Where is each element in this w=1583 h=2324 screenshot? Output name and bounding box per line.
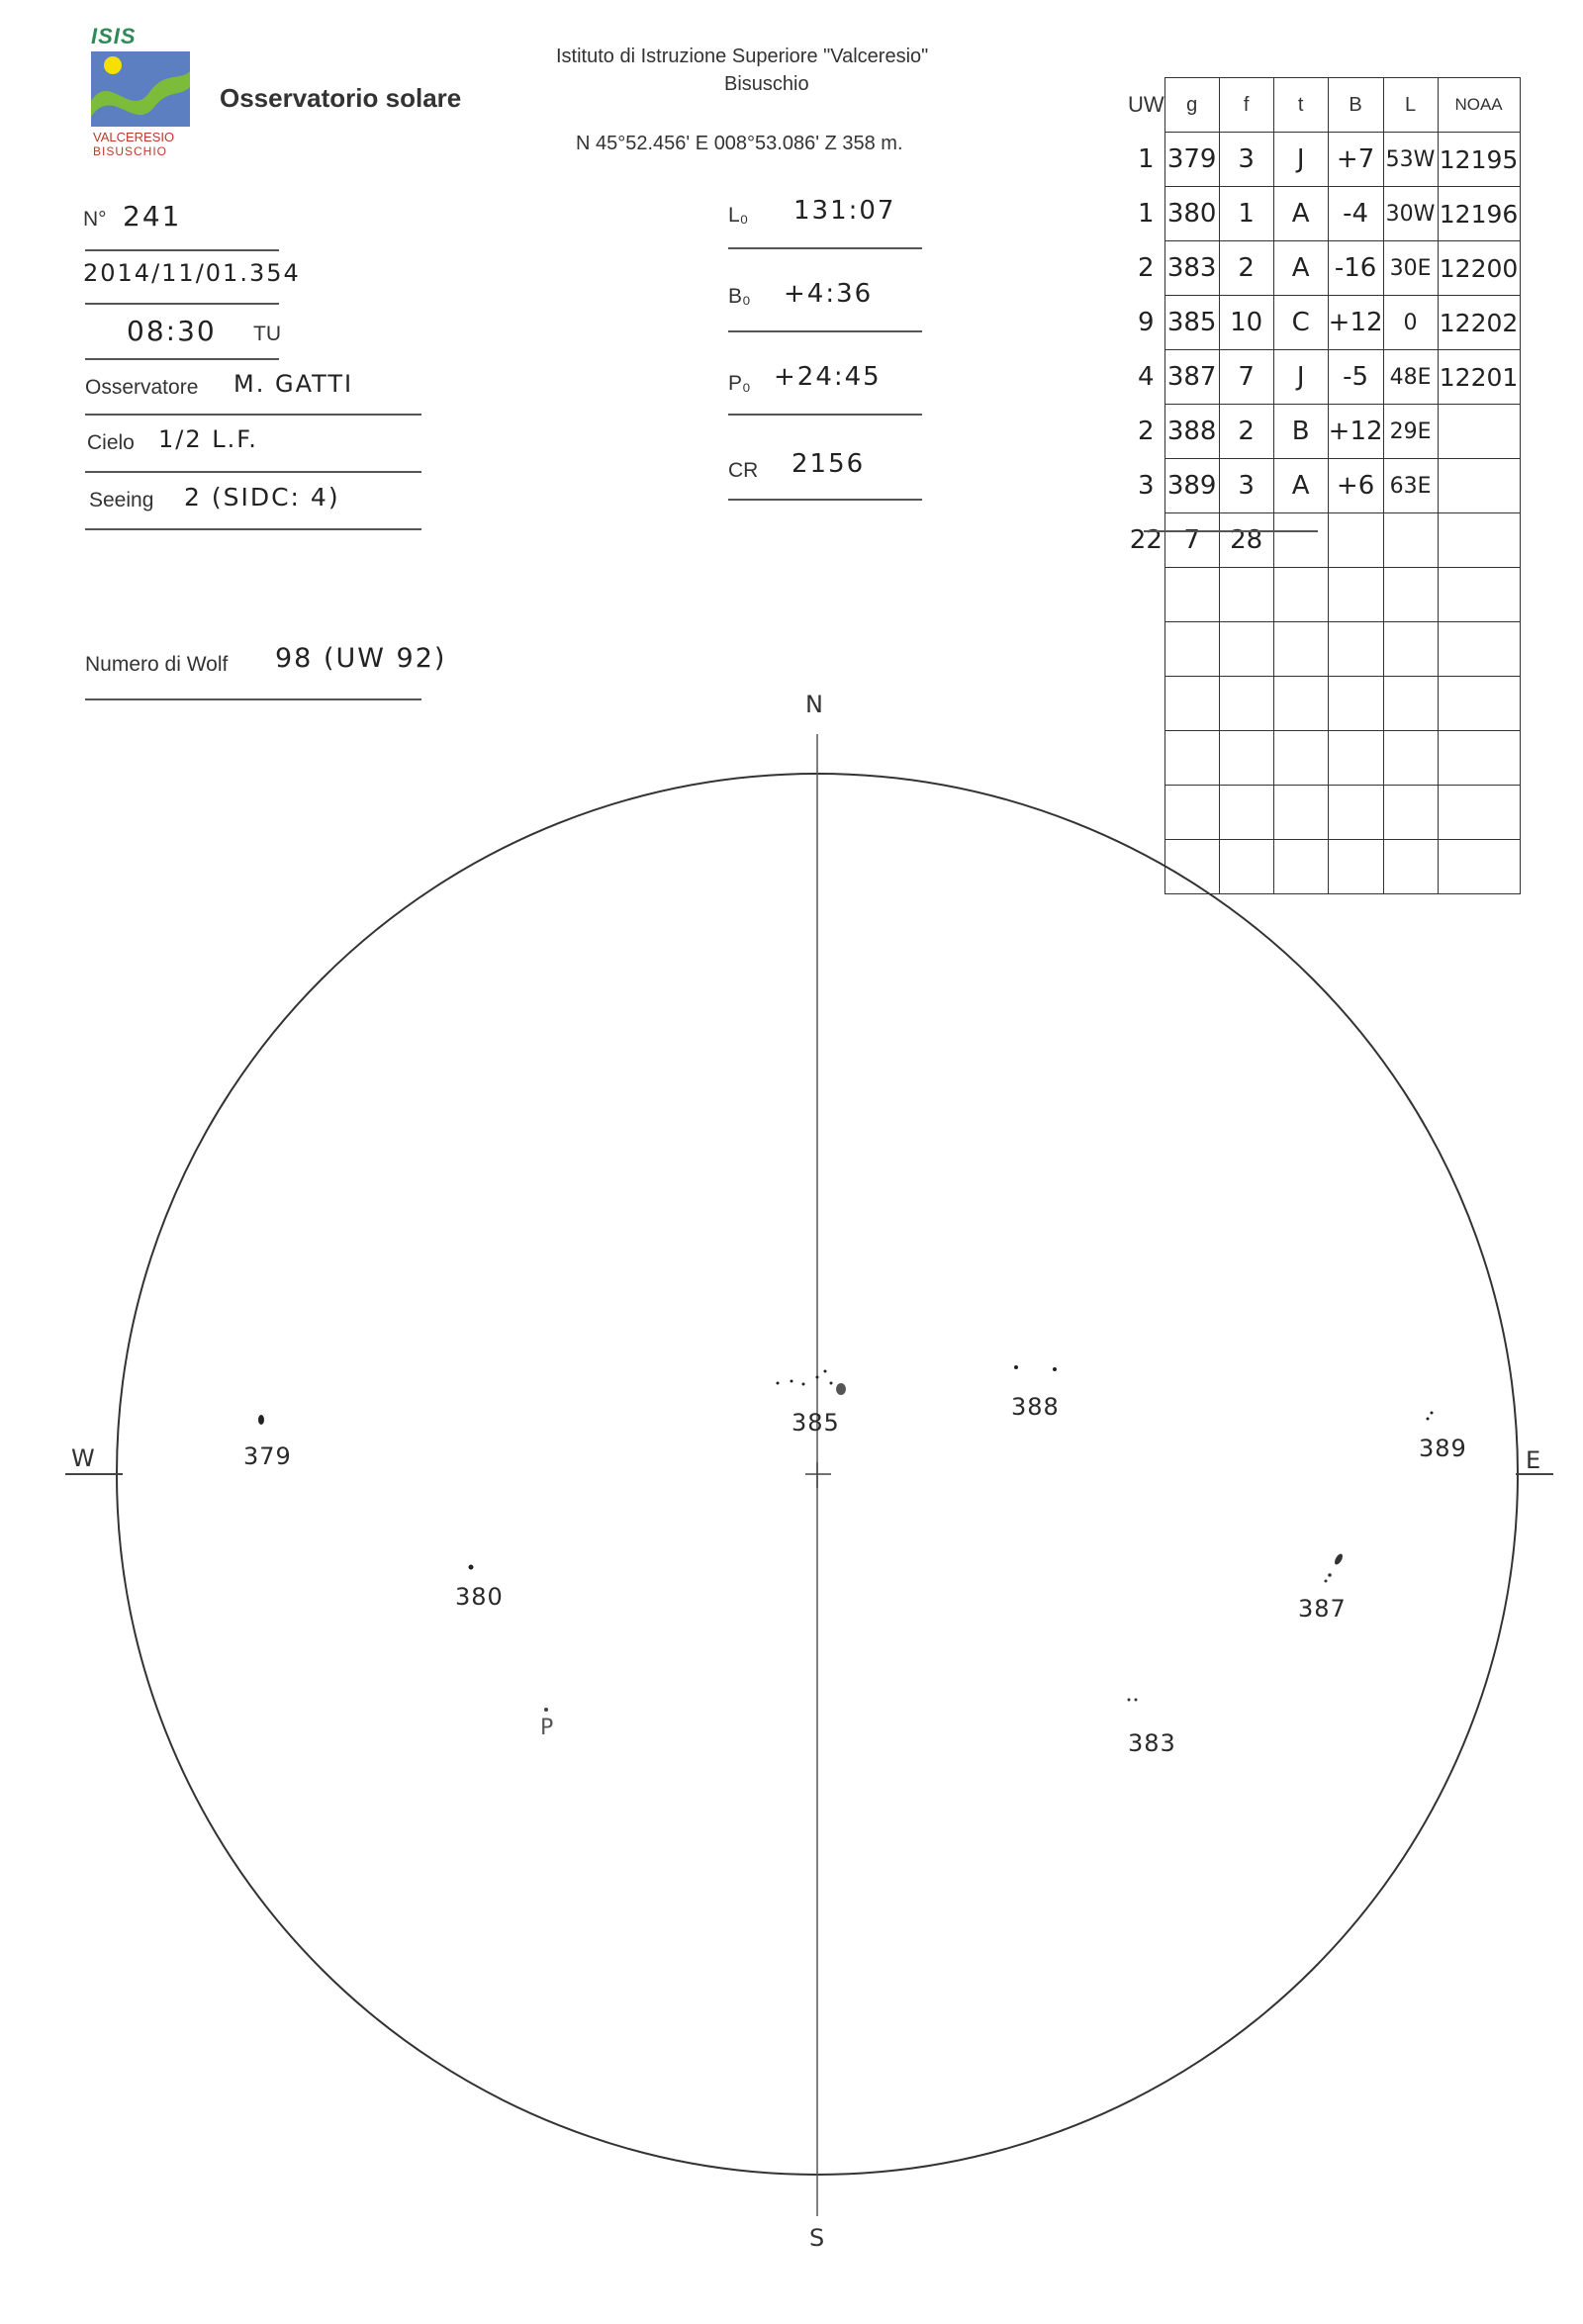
cell-t: A xyxy=(1273,459,1328,513)
cell-b: -16 xyxy=(1328,241,1383,296)
cell-t: J xyxy=(1273,350,1328,405)
solar-disk-drawing xyxy=(0,683,1583,2266)
cell-t: C xyxy=(1273,296,1328,350)
group-label-387: 387 xyxy=(1298,1595,1347,1623)
cell-l: 53W xyxy=(1383,133,1438,187)
spot-387 xyxy=(1325,1552,1345,1582)
spot-383 xyxy=(1128,1699,1131,1702)
cell-noaa: 12196 xyxy=(1438,187,1520,241)
cell-b: +12 xyxy=(1328,296,1383,350)
header-t: t xyxy=(1273,78,1328,133)
cell-g: 380 xyxy=(1164,187,1219,241)
header-uw: UW xyxy=(1128,92,1164,117)
time-unit: TU xyxy=(253,323,281,345)
empty-cell xyxy=(1438,568,1520,622)
header-f: f xyxy=(1219,78,1273,133)
cell-b: +12 xyxy=(1328,405,1383,459)
group-label-383: 383 xyxy=(1128,1729,1176,1757)
empty-cell xyxy=(1128,568,1164,622)
group-label-385: 385 xyxy=(792,1409,840,1437)
empty-cell xyxy=(1164,622,1219,677)
seeing-value: 2 (SIDC: 4) xyxy=(184,483,340,511)
date-value: 2014/11/01.354 xyxy=(83,259,301,287)
cell-l: 0 xyxy=(1383,296,1438,350)
cell-noaa: 12201 xyxy=(1438,350,1520,405)
empty-cell xyxy=(1383,622,1438,677)
cr-value: 2156 xyxy=(792,449,866,479)
observer-label: Osservatore xyxy=(85,376,199,399)
header-b: B xyxy=(1328,78,1383,133)
cell-g: 388 xyxy=(1164,405,1219,459)
cell-uw: 1 xyxy=(1138,144,1155,174)
logo-caption-line2: BISUSCHIO xyxy=(93,144,168,158)
cell-noaa: 12200 xyxy=(1438,241,1520,296)
wolf-value: 98 (UW 92) xyxy=(275,643,447,674)
cell-uw: 3 xyxy=(1138,471,1155,501)
cell-f: 3 xyxy=(1219,133,1273,187)
total-cell-noaa xyxy=(1438,513,1520,568)
logo-wordmark: ISIS xyxy=(91,24,137,48)
cell-b: +6 xyxy=(1328,459,1383,513)
empty-cell xyxy=(1128,622,1164,677)
institute-name: Istituto di Istruzione Superiore "Valceresio" xyxy=(556,46,929,67)
p0-label: P₀ xyxy=(728,372,751,395)
total-cell-g: 7 xyxy=(1164,513,1219,568)
l0-value: 131:07 xyxy=(793,196,896,226)
cell-b: +7 xyxy=(1328,133,1383,187)
header-noaa: NOAA xyxy=(1438,78,1520,133)
cell-b: -4 xyxy=(1328,187,1383,241)
b0-value: +4:36 xyxy=(784,279,874,309)
spot-385 xyxy=(777,1370,847,1396)
cell-g: 383 xyxy=(1164,241,1219,296)
cell-b: -5 xyxy=(1328,350,1383,405)
cell-t: A xyxy=(1273,241,1328,296)
table-row xyxy=(1128,459,1520,513)
cell-l: 30E xyxy=(1383,241,1438,296)
cell-uw: 4 xyxy=(1138,362,1155,392)
total-cell-l xyxy=(1383,513,1438,568)
empty-cell xyxy=(1164,568,1219,622)
total-cell-b xyxy=(1328,513,1383,568)
total-cell-uw: 22 xyxy=(1129,525,1163,555)
cr-label: CR xyxy=(728,459,759,482)
empty-cell xyxy=(1219,568,1273,622)
cell-t: J xyxy=(1273,133,1328,187)
header-g: g xyxy=(1164,78,1219,133)
cell-g: 387 xyxy=(1164,350,1219,405)
wolf-label: Numero di Wolf xyxy=(85,653,229,676)
empty-cell xyxy=(1383,568,1438,622)
cell-uw: 1 xyxy=(1138,199,1155,229)
table-row xyxy=(1128,133,1520,187)
number-label: N° xyxy=(83,208,107,231)
table-row xyxy=(1128,187,1520,241)
spot-389 xyxy=(1427,1412,1434,1421)
table-row xyxy=(1128,350,1520,405)
institute-town: Bisuschio xyxy=(724,73,809,95)
cell-l: 63E xyxy=(1383,459,1438,513)
cell-f: 2 xyxy=(1219,241,1273,296)
total-cell-f: 28 xyxy=(1219,513,1273,568)
sky-label: Cielo xyxy=(87,431,135,454)
empty-cell xyxy=(1273,568,1328,622)
cell-l: 30W xyxy=(1383,187,1438,241)
table-row xyxy=(1128,405,1520,459)
p-mark-dot xyxy=(544,1708,548,1712)
cell-t: B xyxy=(1273,405,1328,459)
north-label: N xyxy=(805,691,823,718)
cell-f: 10 xyxy=(1219,296,1273,350)
cell-l: 48E xyxy=(1383,350,1438,405)
p0-value: +24:45 xyxy=(774,362,882,392)
cell-l: 29E xyxy=(1383,405,1438,459)
cell-t: A xyxy=(1273,187,1328,241)
table-totals-row xyxy=(1128,513,1520,568)
spot-380 xyxy=(469,1565,474,1570)
table-header-row xyxy=(1128,78,1520,133)
group-label-388: 388 xyxy=(1011,1393,1060,1421)
cell-f: 7 xyxy=(1219,350,1273,405)
sky-value: 1/2 L.F. xyxy=(158,425,258,453)
cell-uw: 9 xyxy=(1138,308,1155,337)
group-label-389: 389 xyxy=(1419,1435,1467,1462)
time-value: 08:30 xyxy=(127,315,217,347)
spot-388 xyxy=(1014,1365,1057,1371)
observer-value: M. GATTI xyxy=(233,370,354,398)
empty-cell xyxy=(1328,622,1383,677)
cell-uw: 2 xyxy=(1138,253,1155,283)
cell-g: 379 xyxy=(1164,133,1219,187)
spot-379 xyxy=(258,1415,264,1425)
cell-g: 389 xyxy=(1164,459,1219,513)
cell-f: 3 xyxy=(1219,459,1273,513)
cell-g: 385 xyxy=(1164,296,1219,350)
empty-cell xyxy=(1219,622,1273,677)
page-title: Osservatorio solare xyxy=(220,83,462,113)
group-label-380: 380 xyxy=(455,1583,504,1611)
empty-cell xyxy=(1328,568,1383,622)
cell-noaa xyxy=(1438,405,1520,459)
table-empty-row xyxy=(1128,622,1520,677)
table-empty-row xyxy=(1128,568,1520,622)
logo-caption-line1: VALCERESIO xyxy=(93,130,175,144)
table-row xyxy=(1128,241,1520,296)
south-label: S xyxy=(809,2224,825,2252)
cell-uw: 2 xyxy=(1138,417,1155,446)
observatory-coordinates: N 45°52.456' E 008°53.086' Z 358 m. xyxy=(576,133,903,154)
p-mark: P xyxy=(540,1716,554,1740)
school-logo xyxy=(91,51,190,127)
cell-noaa: 12202 xyxy=(1438,296,1520,350)
header-l: L xyxy=(1383,78,1438,133)
cell-noaa: 12195 xyxy=(1438,133,1520,187)
group-label-379: 379 xyxy=(243,1442,292,1470)
b0-label: B₀ xyxy=(728,285,751,308)
east-label: E xyxy=(1526,1446,1541,1474)
empty-cell xyxy=(1273,622,1328,677)
total-cell-t xyxy=(1273,513,1328,568)
cell-f: 1 xyxy=(1219,187,1273,241)
table-row xyxy=(1128,296,1520,350)
empty-cell xyxy=(1438,622,1520,677)
seeing-label: Seeing xyxy=(89,489,154,511)
l0-label: L₀ xyxy=(728,204,749,227)
cell-f: 2 xyxy=(1219,405,1273,459)
cell-noaa xyxy=(1438,459,1520,513)
west-label: W xyxy=(71,1444,95,1472)
number-value: 241 xyxy=(123,200,182,232)
